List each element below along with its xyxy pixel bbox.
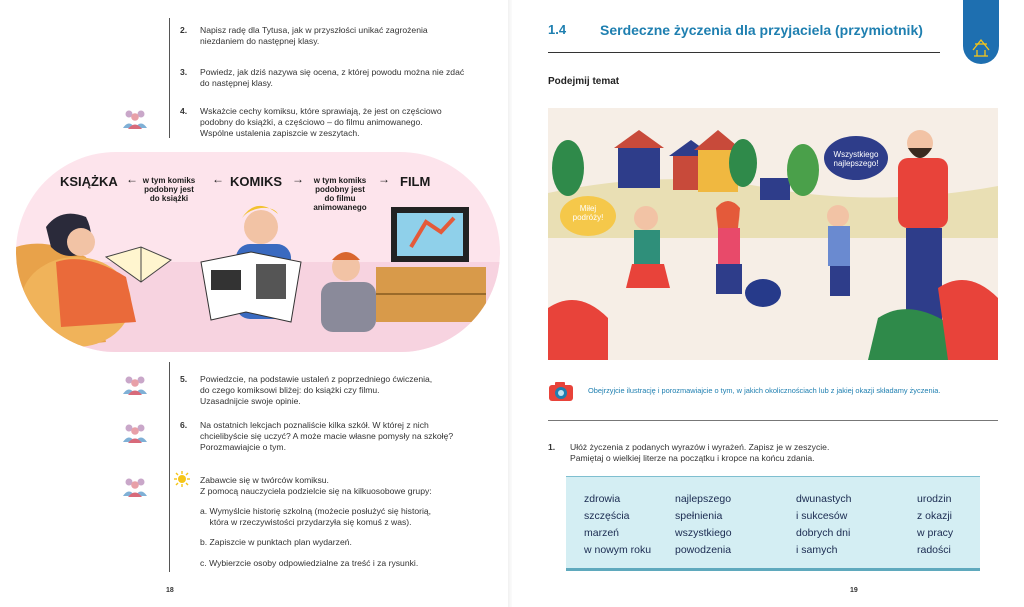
- project-intro-line: Z pomocą nauczyciela podzielcie się na kilkuosobowe grupy:: [200, 486, 432, 496]
- word: z okazji: [917, 510, 953, 522]
- label-film: FILM: [400, 174, 431, 189]
- task-number: 3.: [180, 67, 188, 77]
- task-text-line: do czego komiksowi bliżej: do książki czy filmu.: [200, 385, 380, 395]
- task-text-line: Wspólne ustalenia zapiszcie w zeszytach.: [200, 128, 360, 138]
- word: najlepszego: [675, 493, 732, 505]
- word: i samych: [796, 544, 838, 556]
- task-number: 5.: [180, 374, 188, 384]
- arrow-left: ←: [126, 172, 138, 186]
- group-work-icon: [122, 108, 148, 130]
- task-number: 2.: [180, 25, 188, 35]
- right-page: [512, 0, 1024, 607]
- section-number: 1.4: [548, 22, 567, 37]
- wishes-illustration: [548, 108, 998, 360]
- group-work-icon: [122, 476, 148, 498]
- subtitle: Podejmij temat: [548, 76, 620, 87]
- word: urodzin: [917, 493, 952, 505]
- project-step-a-cont: która w rzeczywistości przydarzyła się komuś z was).: [200, 517, 412, 527]
- note-like-film: w tym komiks podobny jest do filmu animowanego: [313, 176, 367, 212]
- camera-instruction: Obejrzyjcie ilustrację i porozmawiajcie o tym, w jakich okolicznościach lub z jakiej okazji składamy życzenia.: [588, 386, 941, 395]
- word: i sukcesów: [796, 510, 848, 522]
- project-step-b: b. Zapiszcie w punktach plan wydarzeń.: [200, 537, 352, 547]
- group-work-icon: [122, 374, 148, 396]
- arrow-right: →: [292, 172, 304, 186]
- word: marzeń: [584, 527, 620, 539]
- task-number: 4.: [180, 106, 188, 116]
- task-text-line: Na ostatnich lekcjach poznaliście kilka szkół. W której z nich: [200, 420, 429, 430]
- wishes-illustration-art: [548, 108, 998, 360]
- task-text-line: Powiedzcie, na podstawie ustaleń z poprzedniego ćwiczenia,: [200, 374, 433, 384]
- camera-icon: [548, 380, 574, 402]
- project-step-c: c. Wybierzcie osoby odpowiedzialne za treść i za rysunki.: [200, 558, 419, 568]
- word: spełnienia: [675, 510, 723, 522]
- chapter-tab: [963, 0, 999, 64]
- project-intro-line: Zabawcie się w twórców komiksu.: [200, 475, 329, 485]
- speech-bubble-left: Miłej podróży!: [572, 204, 604, 222]
- task-text-line: Powiedz, jak dziś nazywa się ocena, z której powodu można nie zdać: [200, 67, 465, 77]
- exercise-text-line: Ułóż życzenia z podanych wyrazów i wyrażeń. Zapisz je w zeszycie.: [570, 442, 830, 452]
- task-text-line: Wskażcie cechy komiksu, które sprawiają, że jest on częściowo: [200, 106, 442, 116]
- task-text-line: chcielibyście się uczyć? A może macie własne pomysły na szkołę?: [200, 431, 454, 441]
- word-box: [566, 476, 980, 571]
- arrow-left: ←: [212, 172, 224, 186]
- page-number: 18: [166, 587, 174, 594]
- book-comic-film-illustration: [16, 152, 500, 352]
- section-rule: [548, 420, 998, 421]
- word: zdrowia: [584, 493, 621, 505]
- task-text-line: Uzasadnijcie swoje opinie.: [200, 396, 301, 406]
- task-number: 1.: [548, 442, 556, 452]
- task-number: 6.: [180, 420, 188, 430]
- word: w pracy: [917, 527, 954, 539]
- task-text-line: Napisz radę dla Tytusa, jak w przyszłości unikać zagrożenia: [200, 25, 428, 35]
- word: powodzenia: [675, 544, 732, 556]
- task-text-line: do następnej klasy.: [200, 78, 273, 88]
- word: dwunastych: [796, 493, 852, 505]
- word: dobrych dni: [796, 527, 851, 539]
- project-step-a: a. Wymyślcie historię szkolną (możecie posłużyć się historią,: [200, 506, 432, 516]
- exercise-text-line: Pamiętaj o wielkiej literze na początku i kropce na końcu zdania.: [570, 453, 815, 463]
- task-text-line: podobny do książki, a częściowo – do filmu animowanego.: [200, 117, 423, 127]
- note-like-book: w tym komiks podobny jest do książki: [142, 176, 196, 203]
- margin-line: [169, 362, 170, 572]
- word: wszystkiego: [675, 527, 732, 539]
- arrow-right: →: [378, 172, 390, 186]
- label-book: KSIĄŻKA: [60, 174, 118, 189]
- task-text-line: niezdaniem do następnej klasy.: [200, 36, 320, 46]
- label-comic: KOMIKS: [230, 174, 282, 189]
- speech-bubble-right: Wszystkiego najlepszego!: [833, 150, 879, 168]
- group-work-icon: [122, 422, 148, 444]
- word: w nowym roku: [584, 544, 652, 556]
- title-rule: [548, 52, 940, 53]
- task-text-line: Porozmawiajcie o tym.: [200, 442, 286, 452]
- section-title: Serdeczne życzenia dla przyjaciela (przymiotnik): [600, 22, 923, 38]
- margin-line: [169, 18, 170, 138]
- sun-project-icon: [174, 471, 190, 487]
- word: szczęścia: [584, 510, 630, 522]
- word: radości: [917, 544, 951, 556]
- chapter-tab-icon: [963, 0, 999, 64]
- page-number: 19: [850, 587, 858, 594]
- project-task: [200, 475, 500, 569]
